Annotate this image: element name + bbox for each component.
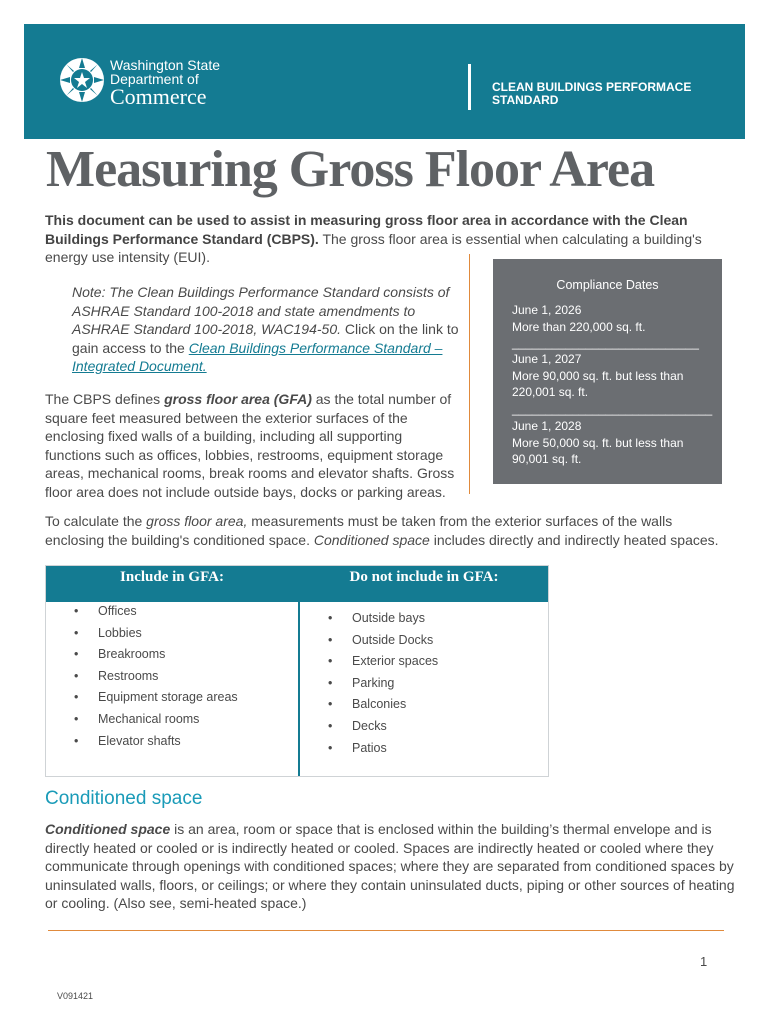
cbps-document-link[interactable]: Clean Buildings Performance Standard – Integrated Document. [72, 339, 443, 374]
calc-p1: To calculate the [45, 513, 147, 529]
list-item: • Lobbies [46, 625, 298, 647]
list-item: • Equipment storage areas [46, 689, 298, 711]
page-title: Measuring Gross Floor Area [46, 141, 655, 198]
list-item: • Outside bays [300, 610, 548, 632]
list-item: • Restrooms [46, 668, 298, 690]
compliance-desc: More 90,000 sq. ft. but less than 220,001 sq. ft. [512, 368, 684, 399]
org-name [110, 58, 362, 108]
calc-paragraph [45, 512, 735, 549]
org-line-2: Department of [110, 71, 199, 87]
compliance-title: Compliance Dates [556, 278, 659, 292]
list-item: • Patios [300, 740, 548, 762]
conditioned-body: is an area, room or space that is enclosed within the building’s thermal envelope and is directly heated or cooled or is indirectly heated or cooled. Spaces are indirectly heated or cooled where they communicate through openings with conditioned spaces; where they are separated from conditioned spaces by uninsulated walls, floors, or ceilings; or where they contain uninsulated ducts, piping or other sources of heating or cooling. (Also see, semi-heated space.) [45, 821, 735, 911]
compliance-separator: ______________________________ [512, 401, 713, 416]
org-line-3: Commerce [110, 84, 207, 109]
compliance-item [512, 351, 717, 417]
conditioned-space-heading: Conditioned space [45, 788, 203, 809]
intro-bold: This document can be used to assist in measuring gross floor area in accordance with the Clean Buildings Performance Standard (CBPS). [45, 212, 688, 247]
page-number: 1 [700, 954, 708, 969]
note-paragraph [72, 283, 467, 376]
compliance-item [512, 302, 717, 352]
gfa-p2: as the total number of square feet measured between the exterior surfaces of the enclosing fixed walls of a building, including all supporting functions such as offices, lobbies, restrooms, equipment storage areas, mechanical rooms, break rooms and elevator shafts. Gross floor area does not include outside bays, docks or parking areas. [45, 391, 455, 500]
calc-term-conditioned: Conditioned space [313, 531, 430, 548]
calc-p2: measurements must be taken from the exterior surfaces of the walls enclosing the building's conditioned space. [45, 513, 673, 548]
banner-title: CLEAN BUILDINGS PERFORMACE STANDARD [492, 80, 692, 107]
compliance-date: June 1, 2027 [512, 352, 582, 366]
compliance-date: June 1, 2026 [512, 303, 582, 317]
conditioned-term: Conditioned space [45, 821, 171, 837]
list-item: • Decks [300, 718, 548, 740]
version-code: V091421 [57, 991, 94, 1001]
banner-divider [468, 64, 471, 110]
conditioned-paragraph [45, 820, 735, 913]
note-italic: Note: The Clean Buildings Performance Standard consists of ASHRAE Standard 100-2018 and state amendments to ASHRAE Standard 100-2018, WAC194-50. [72, 284, 450, 337]
list-item: • Outside Docks [300, 632, 548, 654]
list-item: • Offices [46, 603, 298, 625]
list-item: • Balconies [300, 696, 548, 718]
gfa-term: gross floor area (GFA) [164, 391, 312, 407]
org-line-1: Washington State [110, 57, 220, 73]
compliance-date: June 1, 2028 [512, 419, 582, 433]
intro-rest: The gross floor area is essential when calculating a building's energy use intensity (EUI). [45, 230, 702, 265]
list-item: • Exterior spaces [300, 653, 548, 675]
list-item: • Breakrooms [46, 646, 298, 668]
calc-term-gfa: gross floor area, [146, 513, 248, 529]
exclude-header: Do not include in GFA: [300, 566, 548, 602]
include-list [46, 603, 298, 754]
list-item: • Parking [300, 675, 548, 697]
include-header: Include in GFA: [46, 566, 298, 602]
gfa-definition [45, 390, 458, 501]
list-item: • Elevator shafts [46, 733, 298, 755]
list-item: • Mechanical rooms [46, 711, 298, 733]
compliance-dates-box [493, 259, 722, 484]
exclude-list [300, 610, 548, 761]
calc-p3: includes directly and indirectly heated spaces. [429, 531, 719, 548]
footer-rule [48, 930, 724, 931]
gfa-p1: The CBPS defines [45, 391, 165, 407]
compliance-desc: More than 220,000 sq. ft. [512, 319, 646, 334]
compliance-separator: ____________________________ [512, 336, 699, 350]
compliance-desc: More 50,000 sq. ft. but less than 90,001 sq. ft. [512, 435, 684, 466]
vertical-orange-rule [469, 254, 470, 494]
commerce-logo-icon [58, 56, 106, 104]
gfa-table [45, 565, 549, 777]
note-plain: Click on the link to gain access to the [72, 321, 459, 356]
compliance-item [512, 418, 717, 468]
